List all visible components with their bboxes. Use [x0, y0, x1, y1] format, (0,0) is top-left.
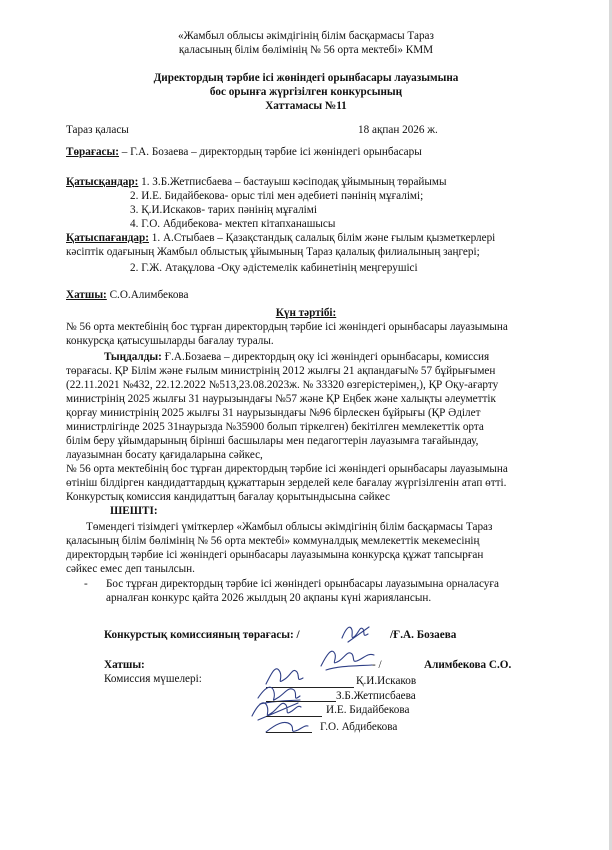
heard-line: төрағасы. ҚР Білім және ғылым министрінің 2012 жылғы 21 ақпандағы№ 57 бұйрығымен: [66, 365, 496, 377]
header-org-line1: «Жамбыл облысы әкімдігінің білім басқармасы Тараз: [178, 30, 434, 42]
agenda-line2: конкурсқа қатысушыларды бағалау туралы.: [66, 335, 274, 347]
heard-line: министрінің 2025 жылғы 31 наурызындағы №57 және ҚР Еңбек және халықты әлеуметтік: [66, 393, 496, 405]
header-org-line2: қаласының білім бөлімінің № 56 орта мектебі» КММ: [178, 44, 434, 56]
members-label: Комиссия мүшелері:: [104, 673, 202, 685]
heard-line: Конкурстық комиссия кандидаттың бағалау қорытындысына сәйкес: [66, 491, 391, 503]
title-line1: Директордың тәрбие ісі жөніндегі орынбасары лауазымына: [153, 72, 459, 84]
heard-line: (22.11.2021 №432, 22.12.2022 №513,23.08.2023ж. № 33320 өзгерістерімен,), ҚР Оқу-ағарту: [66, 379, 499, 391]
participant-item: 4. Г.О. Абдибекова- мектеп кітапханашысы: [130, 218, 336, 230]
agenda-line1: № 56 орта мектебінің бос тұрған директордың тәрбие ісі жөніндегі орынбасары лауазымына: [66, 321, 508, 333]
member-signature: [262, 712, 310, 740]
participant-item: 3. Қ.И.Искаков- тарих пәнінің мұғалімі: [130, 204, 317, 216]
secretary-signature: [318, 644, 378, 674]
member-name: Қ.И.Искаков: [356, 675, 417, 687]
secretary-label: Хатшы:: [66, 289, 107, 301]
agenda-heading: Күн тәртібі:: [275, 307, 337, 319]
decision-heading: ШЕШТІ:: [110, 505, 158, 517]
member-sign-line: [266, 732, 312, 733]
chair-label: Төрағасы:: [66, 146, 119, 158]
heard-line: қорғау министрінің 2025 жылғы 31 наурызындағы №96 бірлескен бұйрығы (ҚР Әділет: [66, 407, 481, 419]
decision-bullet-dash: -: [84, 578, 88, 590]
secretary-sign-label: Хатшы:: [104, 659, 145, 671]
member-name: З.Б.Жетписбаева: [336, 690, 416, 702]
heard-line: № 56 орта мектебінің бос тұрған директордың тәрбие ісі жөніндегі орынбасары лауазымына: [66, 463, 508, 475]
heard-label: Тыңдалды:: [104, 351, 162, 363]
decision-line: Төмендегі тізімдегі үміткерлер «Жамбыл облысы әкімдігінің білім басқармасы Тараз: [86, 521, 493, 533]
secretary-sign-sep: - /: [372, 659, 382, 671]
absent-row-1: [66, 232, 495, 246]
member-name: Г.О. Абдибекова: [320, 721, 398, 733]
heard-line: білім беру ұйымдарының бірінші басшылары мен педагогтерін лауазымға тағайындау,: [66, 435, 479, 447]
heard-line: лауазымнан босату қағидаларына сәйкес,: [66, 449, 263, 461]
participant-item: 1. З.Б.Жетписбаева – бастауыш кәсіподақ ұйымының төрайымы: [141, 176, 447, 188]
heard-row-1: [104, 351, 489, 365]
heard-line: өтініш білдірген кандидаттардың құжаттарын зерделей келе бағалау жүргізілгенін атап өтті.: [66, 477, 507, 489]
decision-line: қаласының білім бөлімінің № 56 орта мектебі» коммуналдық мемлекеттік мекемесінің: [66, 535, 480, 547]
absent-item1-line1: 1. А.Стыбаев – Қазақстандық салалық білім және ғылым қызметкерлері: [151, 232, 496, 244]
member-name: И.Е. Бидайбекова: [326, 704, 410, 716]
absent-label: Қатыспағандар:: [66, 232, 149, 244]
chair-sign-label: Конкурстық комиссияның төрағасы: /: [104, 629, 300, 641]
decision-line: директордың тәрбие ісі жөніндегі орынбасары лауазымына конкурсқа құжат тапсырған: [66, 549, 484, 561]
secretary-value: С.О.Алимбекова: [106, 289, 189, 301]
decision-bullet-line1: Бос тұрған директордың тәрбие ісі жөніндегі орынбасары лауазымына орналасуға: [106, 578, 499, 590]
participants-row-1: [66, 176, 447, 190]
decision-line: сәйкес емес деп танылсын.: [66, 563, 195, 575]
secretary-row: [66, 289, 189, 303]
city: Тараз қаласы: [66, 124, 129, 136]
participants-label: Қатысқандар:: [66, 176, 139, 188]
chair-value: – Г.А. Бозаева – директордың тәрбие ісі жөніндегі орынбасары: [118, 146, 422, 158]
heard-line1: Ғ.А.Бозаева – директордың оқу ісі жөніндегі орынбасары, комиссия: [161, 351, 490, 363]
heard-line: министрлігінде 2025 31наурызда №35900 болып тіркелген) бекітілген мемлекеттік орта: [66, 421, 484, 433]
chair-sign-name: /Ғ.А. Бозаева: [390, 629, 457, 641]
title-line2: бос орынға жүргізілген конкурсының: [209, 86, 403, 98]
chair-row: [66, 146, 422, 160]
protocol-date: 18 ақпан 2026 ж.: [358, 124, 438, 136]
absent-item1-line2: кәсіптік одағының Жамбыл облыстық ұйымының Тараз қалалық филиалының заңгері;: [66, 246, 480, 258]
chair-signature: [338, 620, 374, 646]
decision-bullet-line2: арналған конкурс қайта 2026 жылдың 20 ақпаны күні жарияланcын.: [106, 592, 432, 604]
secretary-sign-name: Алимбекова С.О.: [424, 659, 512, 671]
absent-item2: 2. Г.Ж. Атақұлова -Оқу әдістемелік кабинетінің меңгерушісі: [130, 262, 418, 274]
participant-item: 2. И.Е. Бидайбекова- орыс тілі мен әдебиеті пәнінің мұғалімі;: [130, 190, 424, 202]
title-line3: Хаттамасы №11: [265, 100, 347, 112]
